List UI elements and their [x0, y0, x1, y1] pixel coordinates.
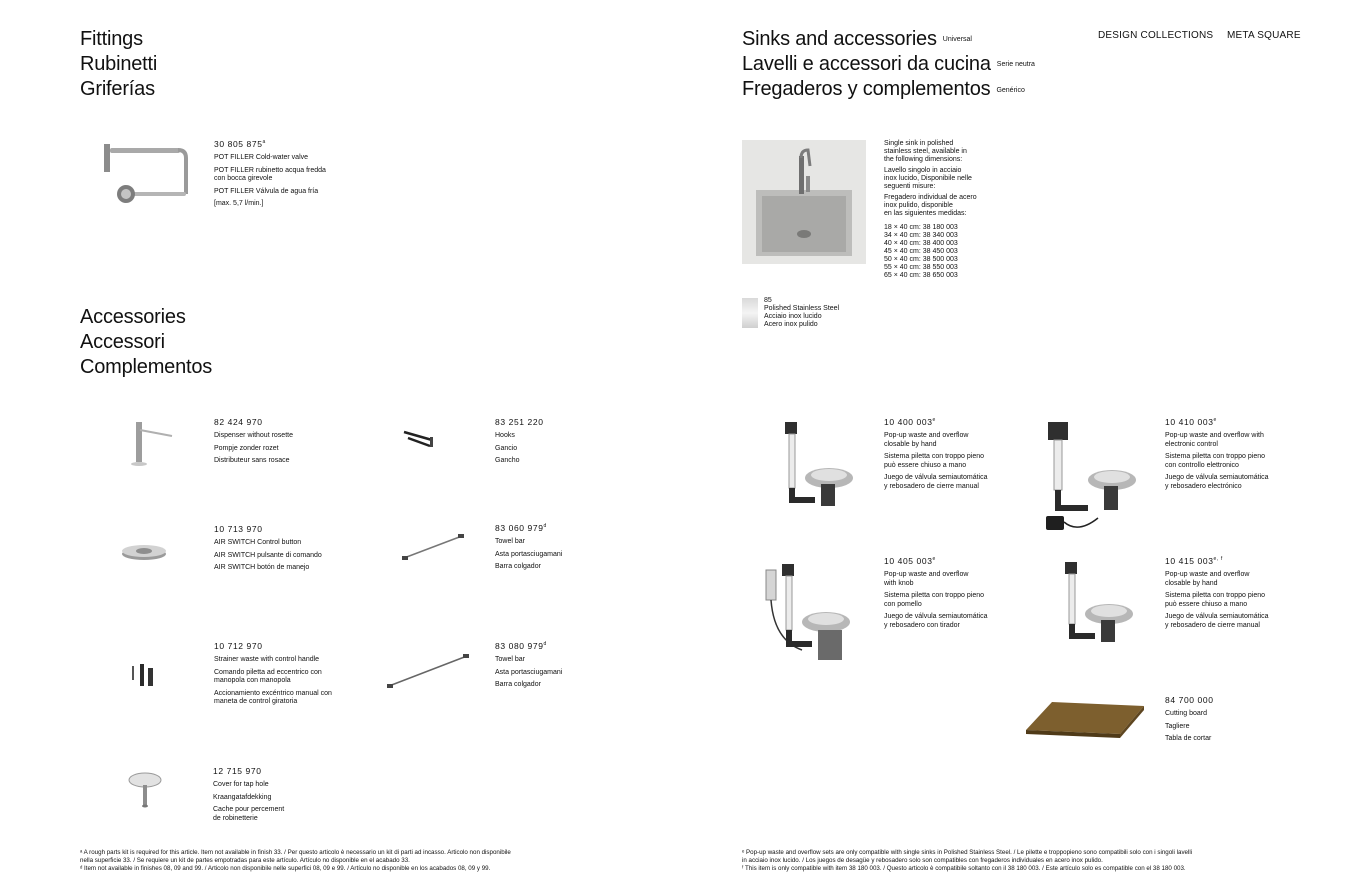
item-82424970: [214, 417, 293, 470]
desc-line: Pop-up waste and overflow closable by hand: [1165, 571, 1250, 587]
pot-filler-info: [214, 139, 326, 213]
finish-code: 85: [764, 297, 772, 304]
code-text: 10 405 003: [884, 556, 933, 566]
article-code: [495, 641, 562, 651]
towel-bar-long-image: [385, 652, 471, 692]
desc-line: AIR SWITCH botón de manejo: [214, 564, 310, 571]
desc-line: Lavello singolo in acciaio inox lucido, Disponibile nelle seguenti misure:: [884, 167, 972, 190]
desc-line: Distributeur sans rosace: [214, 457, 290, 464]
desc-line: Cache pour percement de robinetterie: [213, 806, 285, 822]
desc-line: Single sink in polished stainless steel, available in the following dimensions:: [884, 140, 967, 163]
heading-text: Sinks and accessories: [742, 28, 937, 50]
desc-line: Sistema piletta con troppo pieno può essere chiuso a mano: [884, 453, 985, 469]
heading-sub: Universal: [942, 36, 972, 44]
desc-line: Fregadero individual de acero inox pulido, disponible en las siguientes medidas:: [884, 194, 977, 217]
desc-line: Pop-up waste and overflow closable by hand: [884, 432, 969, 448]
article-code: [214, 641, 332, 651]
nav-meta-square[interactable]: META SQUARE: [1227, 30, 1301, 41]
right-footnotes: ᵉ Pop-up waste and overflow sets are only compatible with single sinks in Polished Stainless Steel. / Le pilette e troppopieno sono compatibili solo con i singoli lavelli in acciaio inox lucido. / Los juegos de desagüe y rebosadero solo son compatibles con fregaderos individuales en acero inox pulido. ᶠ This item is only compatible with item 38 180 003. / Questo articolo è compatibile soltanto con il 38 180 003. / Este artículo solo es compatible con el 38 180 003.: [742, 849, 1193, 872]
code-text: 83 251 220: [495, 417, 544, 427]
accessories-heading: [80, 305, 212, 380]
desc-line: Tagliere: [1165, 722, 1190, 730]
desc-line: Juego de válvula semiautomática y rebosadero de cierre manual: [1165, 613, 1269, 629]
code-text: 83 080 979: [495, 641, 544, 651]
tap-hole-cover-image: [127, 770, 163, 810]
desc-line: Comando piletta ad eccentrico con manopola con manopola: [214, 668, 322, 684]
article-code: [884, 556, 988, 566]
item-10410003: [1165, 417, 1269, 495]
article-code: [214, 139, 326, 149]
dispenser-image: [128, 420, 178, 470]
desc-line: POT FILLER rubinetto acqua fredda con bocca girevole: [214, 166, 326, 182]
heading-line: Complementos: [80, 356, 213, 378]
desc-line: POT FILLER Cold-water valve: [214, 154, 309, 161]
desc-line: Polished Stainless Steel: [764, 305, 840, 312]
heading-text: Fregaderos y complementos: [742, 78, 991, 101]
heading-line: Accessories: [80, 306, 186, 328]
footnote-mark: a: [262, 139, 266, 146]
article-code: [213, 766, 284, 776]
desc-line: Pop-up waste and overflow with electronic control: [1165, 432, 1264, 448]
strainer-handle-image: [130, 662, 160, 688]
footnote-mark: d: [543, 523, 547, 530]
heading-line: Fittings: [80, 28, 143, 50]
desc-line: Juego de válvula semiautomática y rebosadero de cierre manual: [884, 474, 988, 490]
heading-line: Rubinetti: [80, 53, 158, 75]
heading-text: Lavelli e accessori da cucina: [742, 53, 991, 76]
popup-waste-hand-image: [775, 418, 855, 508]
desc-line: Tabla de cortar: [1165, 735, 1212, 742]
code-text: 30 805 875: [214, 139, 263, 149]
footnote-mark: e, f: [1213, 556, 1223, 563]
popup-waste-electronic-image: [1038, 418, 1138, 538]
desc-line: Sistema piletta con troppo pieno con pomello: [884, 592, 985, 608]
heading-line: [742, 52, 1035, 77]
desc-line: AIR SWITCH Control button: [214, 539, 302, 546]
desc-line: Juego de válvula semiautomática y rebosadero con tirador: [884, 613, 988, 629]
hooks-image: [402, 428, 436, 448]
desc-line: Pompje zonder rozet: [214, 444, 279, 452]
fittings-heading: [80, 27, 157, 102]
desc-line: [max. 5,7 l/min.]: [214, 200, 264, 207]
code-text: 10 415 003: [1165, 556, 1214, 566]
code-text: 10 400 003: [884, 417, 933, 427]
desc-line: AIR SWITCH pulsante di comando: [214, 551, 322, 559]
desc-line: Asta portasciugamani: [495, 668, 563, 676]
desc-line: Towel bar: [495, 538, 525, 545]
left-footnotes: ᵃ A rough parts kit is required for this article. Item not available in finish 33. / Per questo articolo è necessario un kit di parti ad incasso. Articolo non disponibile nella superficie 33. / Se requiere un kit de partes empotradas para este artículo. Artículo no disponible en el acabado 33. ᵈ Item not available in finishes 08, 09 and 99. / Articolo non disponibile nelle superfici 08, 09 e 99. / Artículo no disponible en los acabados 08, 09 y 99.: [80, 849, 511, 872]
finish-info: [764, 297, 839, 329]
code-text: 12 715 970: [213, 766, 262, 776]
heading-line: Griferías: [80, 78, 155, 100]
sink-dimensions: 18 × 40 cm: 38 180 003 34 × 40 cm: 38 340 003 40 × 40 cm: 38 400 003 45 × 40 cm: 38 450 003 50 × 40 cm: 38 500 003 55 × 40 cm: 38 550 003 65 × 40 cm: 38 650 003: [884, 224, 958, 279]
article-code: [1165, 556, 1269, 566]
item-10415003: [1165, 556, 1269, 634]
desc-line: Strainer waste with control handle: [214, 656, 320, 663]
article-code: [214, 524, 322, 534]
desc-line: Sistema piletta con troppo pieno può essere chiuso a mano: [1165, 592, 1266, 608]
article-code: [495, 417, 544, 427]
footnote-mark: e: [932, 556, 936, 563]
heading-line: Accessori: [80, 331, 165, 353]
article-code: [495, 523, 562, 533]
heading-sub: Genérico: [996, 86, 1025, 94]
heading-line: [742, 27, 1035, 52]
item-10405003: [884, 556, 988, 634]
code-text: 10 713 970: [214, 524, 263, 534]
desc-line: POT FILLER Válvula de agua fría: [214, 187, 319, 195]
desc-line: Asta portasciugamani: [495, 550, 563, 558]
desc-line: Pop-up waste and overflow with knob: [884, 571, 969, 587]
item-83251220: [495, 417, 544, 470]
finish-swatch: [742, 298, 758, 328]
footnote-mark: e: [932, 417, 936, 424]
heading-sub: Serie neutra: [996, 61, 1035, 69]
article-code: [214, 417, 293, 427]
code-text: 82 424 970: [214, 417, 263, 427]
desc-line: Acciaio inox lucido: [764, 313, 822, 320]
article-code: [1165, 417, 1269, 427]
desc-line: Accionamiento excéntrico manual con maneta de control giratoria: [214, 689, 332, 705]
item-12715970: [213, 766, 284, 827]
desc-line: Kraangatafdekking: [213, 793, 272, 801]
item-84700000: [1165, 695, 1214, 748]
item-10712970: [214, 641, 332, 711]
air-switch-image: [120, 540, 168, 564]
desc-line: Juego de válvula semiautomática y rebosadero electrónico: [1165, 474, 1269, 490]
sinks-heading: [742, 27, 1035, 103]
pot-filler-image: [100, 140, 195, 210]
item-10713970: [214, 524, 322, 577]
desc-line: Dispenser without rosette: [214, 432, 293, 439]
sink-image: [742, 140, 866, 264]
cutting-board-image: [1024, 700, 1148, 742]
desc-line: Cover for tap hole: [213, 781, 269, 788]
footnote-mark: e: [1213, 417, 1217, 424]
heading-line: [742, 77, 1035, 102]
article-code: [884, 417, 988, 427]
desc-line: Barra colgador: [495, 563, 541, 570]
article-code: [1165, 695, 1214, 705]
desc-line: Hooks: [495, 432, 515, 439]
desc-line: Gancho: [495, 457, 520, 464]
desc-line: Sistema piletta con troppo pieno con controllo elettronico: [1165, 453, 1266, 469]
item-10400003: [884, 417, 988, 495]
desc-line: Barra colgador: [495, 681, 541, 688]
footnote-mark: d: [543, 641, 547, 648]
popup-waste-hand-small-image: [1055, 558, 1135, 648]
desc-line: Cutting board: [1165, 710, 1208, 717]
code-text: 84 700 000: [1165, 695, 1214, 705]
sink-description: [884, 140, 994, 280]
desc-line: Towel bar: [495, 656, 525, 663]
desc-line: Gancio: [495, 444, 518, 452]
item-83060979: [495, 523, 562, 576]
towel-bar-short-image: [400, 532, 466, 564]
nav-design-collections[interactable]: DESIGN COLLECTIONS: [1098, 30, 1214, 41]
code-text: 10 410 003: [1165, 417, 1214, 427]
desc-line: Acero inox pulido: [764, 321, 818, 328]
code-text: 10 712 970: [214, 641, 263, 651]
popup-waste-knob-image: [762, 560, 852, 665]
item-83080979: [495, 641, 562, 694]
code-text: 83 060 979: [495, 523, 544, 533]
